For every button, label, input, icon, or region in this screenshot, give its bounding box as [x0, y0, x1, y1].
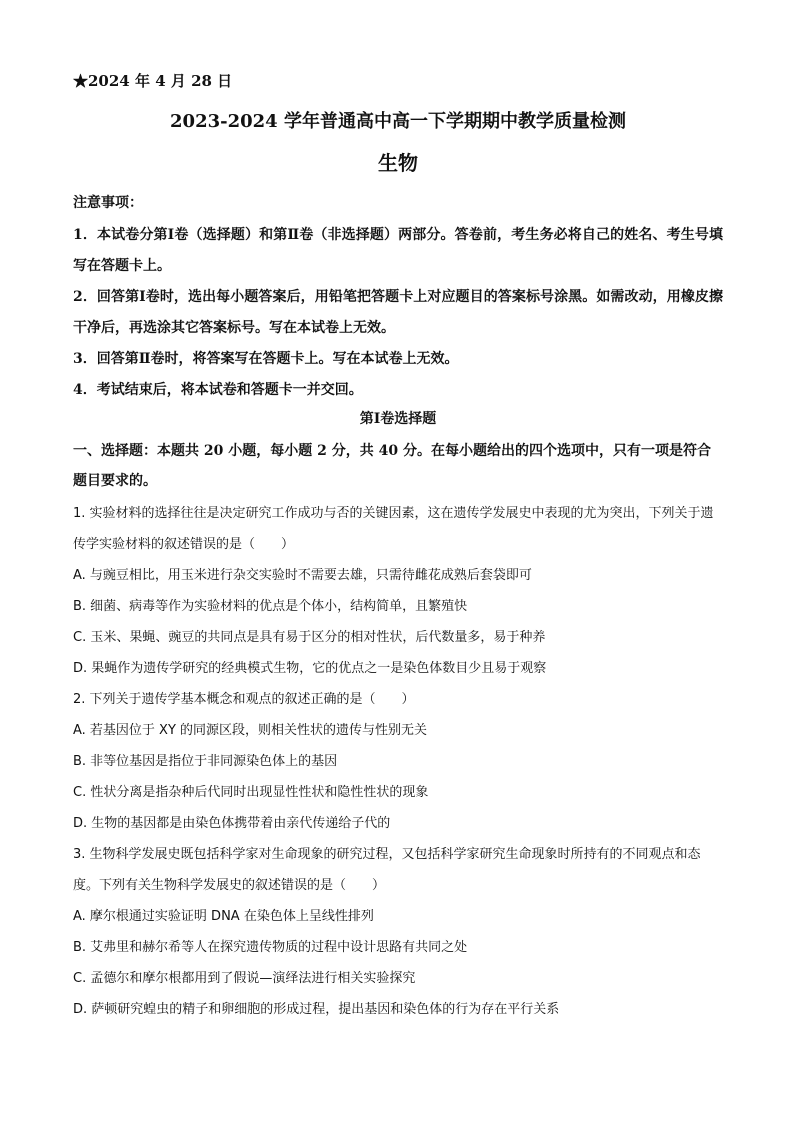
question-stem: 1. 实验材料的选择往往是决定研究工作成功与否的关键因素，这在遗传学发展史中表现的尤为突出，下列关于遗传学实验材料的叙述错误的是（ ） — [73, 506, 714, 552]
option-d: D. 果蝇作为遗传学研究的经典模式生物，它的优点之一是染色体数目少且易于观察 — [73, 661, 547, 676]
notice-list — [73, 220, 723, 406]
notice-item: 4．考试结束后，将本试卷和答题卡一并交回。 — [73, 382, 363, 398]
option-b: B. 细菌、病毒等作为实验材料的优点是个体小，结构简单，且繁殖快 — [73, 599, 468, 614]
part-instructions: 一、选择题：本题共 20 小题，每小题 2 分，共 40 分。在每小题给出的四个选项中，只有一项是符合题目要求的。 — [73, 443, 711, 489]
section-title: 第Ⅰ卷选择题 — [359, 411, 437, 427]
option-a: A. 若基因位于 XY 的同源区段，则相关性状的遗传与性别无关 — [73, 723, 428, 738]
option-c: C. 玉米、果蝇、豌豆的共同点是具有易于区分的相对性状，后代数量多，易于种养 — [73, 630, 546, 645]
question-1 — [73, 498, 723, 684]
option-d: D. 萨顿研究蝗虫的精子和卵细胞的形成过程，提出基因和染色体的行为存在平行关系 — [73, 1002, 560, 1017]
option-b: B. 艾弗里和赫尔希等人在探究遗传物质的过程中设计思路有共同之处 — [73, 940, 468, 955]
question-3 — [73, 839, 723, 1025]
option-a: A. 摩尔根通过实验证明 DNA 在染色体上呈线性排列 — [73, 909, 374, 924]
option-a: A. 与豌豆相比，用玉米进行杂交实验时不需要去雄，只需待雌花成熟后套袋即可 — [73, 568, 532, 583]
question-stem: 3. 生物科学发展史既包括科学家对生命现象的研究过程，又包括科学家研究生命现象时所持有的不同观点和态度。下列有关生物科学发展史的叙述错误的是（ ） — [73, 847, 701, 893]
option-d: D. 生物的基因都是由染色体携带着由亲代传递给子代的 — [73, 816, 391, 831]
option-b: B. 非等位基因是指位于非同源染色体上的基因 — [73, 754, 338, 769]
exam-title: 2023-2024 学年普通高中高一下学期期中教学质量检测 — [170, 111, 626, 132]
question-2 — [73, 684, 723, 839]
notice-item: 2．回答第Ⅰ卷时，选出每小题答案后，用铅笔把答题卡上对应题目的答案标号涂黑。如需改动，用橡皮擦干净后，再选涂其它答案标号。写在本试卷上无效。 — [73, 289, 723, 336]
exam-date: ★2024 年 4 月 28 日 — [73, 72, 233, 90]
exam-subject: 生物 — [378, 151, 418, 175]
notice-heading: 注意事项： — [73, 195, 143, 211]
option-c: C. 孟德尔和摩尔根都用到了假说—演绎法进行相关实验探究 — [73, 971, 416, 986]
notice-item: 1．本试卷分第Ⅰ卷（选择题）和第Ⅱ卷（非选择题）两部分。答卷前，考生务必将自己的姓名、考生号填写在答题卡上。 — [73, 227, 723, 274]
question-stem: 2. 下列关于遗传学基本概念和观点的叙述正确的是（ ） — [73, 692, 415, 707]
exam-page — [73, 70, 723, 1025]
option-c: C. 性状分离是指杂种后代同时出现显性性状和隐性性状的现象 — [73, 785, 429, 800]
notice-item: 3．回答第Ⅱ卷时，将答案写在答题卡上。写在本试卷上无效。 — [73, 351, 459, 367]
